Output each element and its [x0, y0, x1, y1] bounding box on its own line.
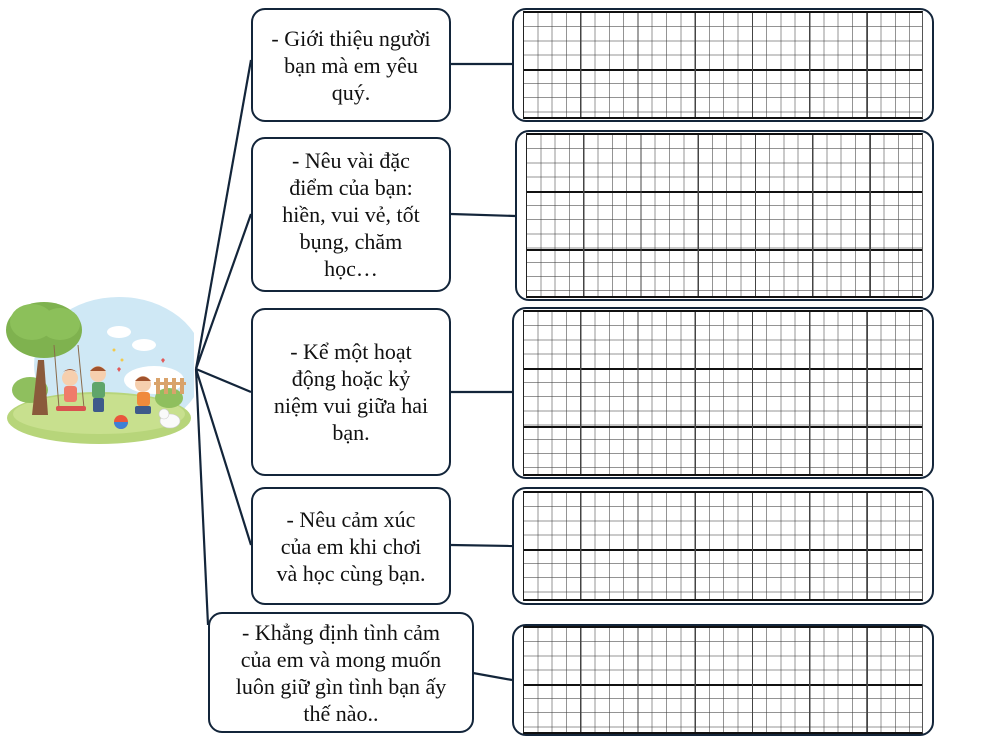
grid-lines-5: [523, 626, 923, 734]
connector-branch-5: [196, 369, 208, 625]
writing-grid-4[interactable]: [512, 487, 934, 605]
grid-lines-3: [523, 310, 923, 476]
branch-3-text-box: [251, 308, 451, 476]
branch-5-text: - Khẳng định tình cảm của em và mong muốn luôn giữ gìn tình bạn ấy thế nào..: [235, 619, 447, 726]
connector-branch-4: [196, 369, 251, 545]
grid-lines-2: [526, 133, 923, 298]
branch-5-text-box: [208, 612, 474, 733]
writing-grid-2[interactable]: [515, 130, 934, 301]
branch-2-text-box: [251, 137, 451, 292]
grid-lines-1: [523, 11, 923, 119]
connector-branch-2: [196, 214, 251, 369]
grid-lines-4: [523, 491, 923, 601]
connector-grid-5: [473, 673, 512, 680]
connector-branch-1: [196, 60, 251, 369]
connector-branch-3: [196, 369, 251, 392]
writing-grid-5[interactable]: [512, 624, 934, 736]
writing-grid-3[interactable]: [512, 307, 934, 479]
branch-4-text-box: [251, 487, 451, 605]
connector-grid-2: [451, 214, 515, 216]
branch-3-text: - Kể một hoạt động hoặc kỷ niệm vui giữa hai bạn.: [273, 339, 429, 445]
children-playing-illustration: [4, 290, 194, 450]
connector-grid-4: [451, 545, 512, 546]
branch-1-text-box: [251, 8, 451, 122]
branch-1-text: - Giới thiệu người bạn mà em yêu quý.: [271, 25, 431, 105]
branch-4-text: - Nêu cảm xúc của em khi chơi và học cùng bạn.: [276, 506, 426, 586]
writing-grid-1[interactable]: [512, 8, 934, 122]
branch-2-text: - Nêu vài đặc điểm của bạn: hiền, vui vẻ, tốt bụng, chăm học…: [282, 148, 420, 281]
